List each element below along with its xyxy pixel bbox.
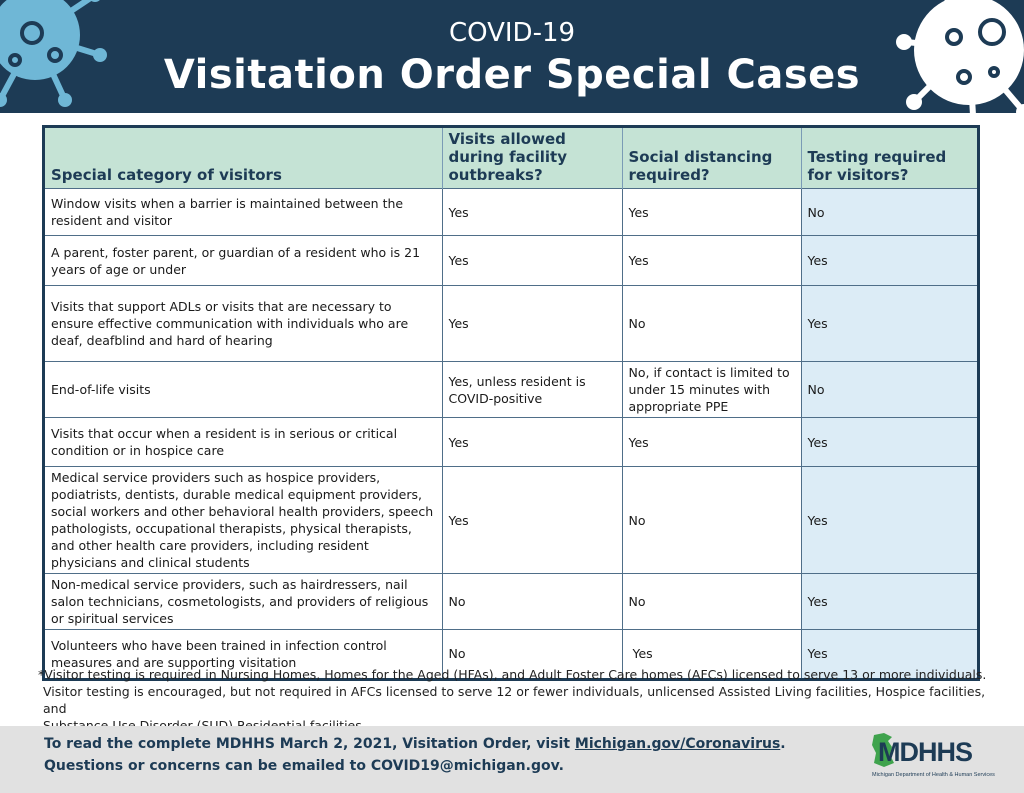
table-cell: Window visits when a barrier is maintained between the resident and visitor: [45, 189, 442, 236]
table-cell: No: [622, 467, 801, 574]
footer-text: To read the complete MDHHS March 2, 2021, Visitation Order, visit: [44, 736, 575, 752]
table-cell: Yes: [622, 236, 801, 286]
column-header: Special category of visitors: [45, 128, 442, 189]
table-row: [45, 362, 977, 418]
table-row: [45, 189, 977, 236]
table-row: [45, 236, 977, 286]
table-cell: Yes: [801, 418, 977, 467]
table-cell: No: [801, 189, 977, 236]
footer-order-line: [44, 736, 786, 752]
table-cell: Yes: [801, 286, 977, 362]
table-cell: No: [442, 574, 622, 630]
logo-subtext: Michigan Department of Health & Human Services: [872, 772, 995, 778]
table-cell: Yes: [622, 189, 801, 236]
table-cell: No: [622, 574, 801, 630]
table-cell: Yes: [622, 630, 801, 678]
table-cell: Yes: [801, 574, 977, 630]
table-cell: Medical service providers such as hospice providers, podiatrists, dentists, durable medical equipment providers, social workers and other behavioral health providers, speech pathologists, occupational therapists, physical therapists, and other health care providers, including resident physicians and clinical students: [45, 467, 442, 574]
footer-contact-line: Questions or concerns can be emailed to COVID19@michigan.gov.: [44, 758, 564, 774]
table-cell: A parent, foster parent, or guardian of a resident who is 21 years of age or under: [45, 236, 442, 286]
table-cell: Yes: [622, 418, 801, 467]
column-header: Social distancing required?: [622, 128, 801, 189]
table-cell: Yes, unless resident is COVID-positive: [442, 362, 622, 418]
table-cell: No, if contact is limited to under 15 minutes with appropriate PPE: [622, 362, 801, 418]
logo-text: MDHHS: [878, 737, 972, 767]
footer-text: .: [780, 736, 786, 752]
table-row: [45, 286, 977, 362]
table-cell: Yes: [442, 189, 622, 236]
table-cell: No: [442, 630, 622, 678]
table-cell: Visits that occur when a resident is in serious or critical condition or in hospice care: [45, 418, 442, 467]
table-cell: Yes: [442, 236, 622, 286]
footnote-line: *Visitor testing is required in Nursing Homes, Homes for the Aged (HFAs), and Adult Foster Care homes (AFCs) licensed to serve 13 or more individuals.: [38, 667, 987, 682]
visitation-table: [42, 125, 980, 681]
footnote-line: Visitor testing is encouraged, but not required in AFCs licensed to serve 12 or fewer individuals, unlicensed Assisted Living facilities, Hospice facilities, and: [43, 684, 986, 716]
mdhhs-logo: [868, 733, 993, 783]
table-cell: No: [801, 362, 977, 418]
table-cell: Yes: [801, 236, 977, 286]
virus-icon: [884, 0, 1024, 142]
page-subtitle: COVID-19: [448, 18, 576, 48]
footnote: [38, 666, 988, 734]
table-cell: Yes: [801, 630, 977, 678]
table-header-row: [45, 128, 977, 189]
header-banner: [0, 0, 1024, 113]
page-title: Visitation Order Special Cases: [163, 52, 861, 98]
table-row: [45, 418, 977, 467]
table-cell: Yes: [442, 286, 622, 362]
table-cell: Visits that support ADLs or visits that are necessary to ensure effective communication with individuals who are deaf, deafblind and hard of hearing: [45, 286, 442, 362]
coronavirus-link[interactable]: Michigan.gov/Coronavirus: [574, 736, 781, 752]
table-cell: No: [622, 286, 801, 362]
table-cell: End-of-life visits: [45, 362, 442, 418]
column-header: Testing required for visitors?: [801, 128, 977, 189]
column-header: Visits allowed during facility outbreaks?: [442, 128, 622, 189]
table-row: [45, 467, 977, 574]
table-cell: Yes: [442, 418, 622, 467]
table-cell: Yes: [801, 467, 977, 574]
table-row: [45, 574, 977, 630]
table-cell: Non-medical service providers, such as hairdressers, nail salon technicians, cosmetologists, and providers of religious or spiritual services: [45, 574, 442, 630]
table-cell: Volunteers who have been trained in infection control measures and are supporting visitation: [45, 630, 442, 678]
table-cell: Yes: [442, 467, 622, 574]
